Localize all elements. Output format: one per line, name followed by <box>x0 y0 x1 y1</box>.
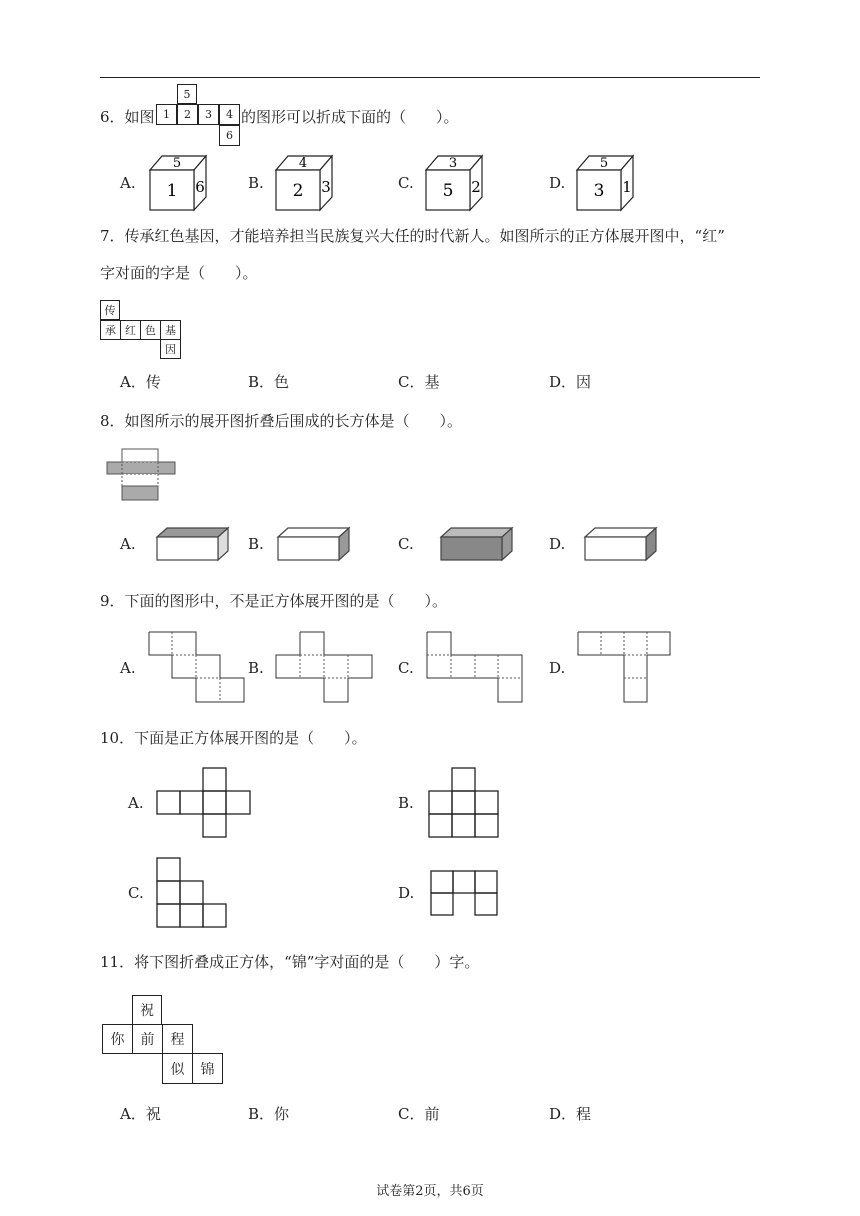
q6-prefix: 6．如图 <box>100 108 155 126</box>
q9-option-b-net <box>275 631 374 704</box>
q7-net-cell: 承 <box>100 320 121 340</box>
q7-line-2: 字对面的字是（ ）。 <box>100 264 258 282</box>
q10-option-d-label: D. <box>398 884 415 902</box>
q8-option-b-label: B. <box>248 535 264 553</box>
q7-net-cell: 色 <box>140 320 161 340</box>
q11-net-cell: 你 <box>102 1024 133 1054</box>
q10-option-d-net <box>430 870 500 918</box>
q11-net-cell: 前 <box>132 1024 163 1054</box>
cube-side-label: 6 <box>195 178 205 196</box>
q6-net-cell: 2 <box>177 104 198 125</box>
cube-top-label: 3 <box>448 156 458 171</box>
q6-option-b-cube <box>274 153 336 213</box>
q7-option-d: D．因 <box>549 373 592 391</box>
q11-option-c: C．前 <box>398 1105 440 1123</box>
q6-net-cell: 5 <box>177 84 197 104</box>
q8-option-a-box <box>155 525 231 563</box>
q7-line-1: 7．传承红色基因，才能培养担当民族复兴大任的时代新人。如图所示的正方体展开图中，“红” <box>100 227 725 245</box>
q6-option-a-label: A. <box>120 174 136 192</box>
q6-net-cell: 1 <box>156 104 177 125</box>
q7-net-cell: 因 <box>160 339 181 359</box>
q8-option-c-label: C. <box>398 535 414 553</box>
q11-text: 11．将下图折叠成正方体，“锦”字对面的是（ ）字。 <box>100 953 480 971</box>
q10-option-b-label: B. <box>398 794 414 812</box>
q6-option-b-label: B. <box>248 174 264 192</box>
q10-option-c-label: C. <box>128 884 144 902</box>
q6-suffix: 的图形可以折成下面的（ ）。 <box>241 108 459 126</box>
q6-net-cell: 3 <box>198 104 219 125</box>
q8-text: 8．如图所示的展开图折叠后围成的长方体是（ ）。 <box>100 412 463 430</box>
q9-option-c-net <box>426 631 524 704</box>
cube-front-label: 3 <box>593 181 605 201</box>
q6-net <box>156 84 240 146</box>
q11-net-cell: 似 <box>162 1053 193 1084</box>
q9-option-b-label: B. <box>248 659 264 677</box>
q7-net-cell: 传 <box>100 300 120 320</box>
page-footer: 试卷第2页，共6页 <box>376 1184 484 1199</box>
cube-top-label: 5 <box>172 156 182 171</box>
q10-text: 10．下面是正方体展开图的是（ ）。 <box>100 729 367 747</box>
q6-option-a-cube <box>148 153 210 213</box>
q11-net-cell: 锦 <box>192 1053 223 1084</box>
q11-option-d: D．程 <box>549 1105 592 1123</box>
q8-option-b-box <box>276 525 352 563</box>
cube-top-label: 4 <box>298 156 308 171</box>
q10-option-b-net <box>428 767 500 839</box>
q9-option-a-label: A. <box>120 659 136 677</box>
q6-net-cell: 6 <box>219 125 240 146</box>
q7-net <box>100 300 181 360</box>
q9-option-d-label: D. <box>549 659 566 677</box>
q11-option-a: A．祝 <box>120 1105 161 1123</box>
q8-option-a-label: A. <box>120 535 136 553</box>
q8-option-c-box <box>439 525 515 563</box>
q8-net-figure <box>106 448 178 504</box>
q6-option-c-cube <box>424 153 486 213</box>
q9-option-c-label: C. <box>398 659 414 677</box>
q7-net-cell: 基 <box>160 320 181 340</box>
cube-side-label: 2 <box>471 178 481 196</box>
q10-option-a-net <box>156 767 252 839</box>
q10-option-a-label: A. <box>128 794 144 812</box>
q6-option-d-label: D. <box>549 174 566 192</box>
q7-option-c: C．基 <box>398 373 440 391</box>
cube-front-label: 5 <box>442 181 454 201</box>
q9-text: 9．下面的图形中，不是正方体展开图的是（ ）。 <box>100 592 448 610</box>
q10-option-c-net <box>156 857 228 929</box>
q7-net-cell: 红 <box>120 320 141 340</box>
cube-front-label: 2 <box>292 181 304 201</box>
q8-option-d-label: D. <box>549 535 566 553</box>
q11-option-b: B．你 <box>248 1105 290 1123</box>
q11-net-cell: 程 <box>162 1024 193 1054</box>
q11-net-cell: 祝 <box>132 995 162 1025</box>
q9-option-a-net <box>148 631 246 704</box>
q11-net <box>102 995 223 1085</box>
cube-top-label: 5 <box>599 156 609 171</box>
q7-option-a: A．传 <box>120 373 161 391</box>
cube-side-label: 3 <box>321 178 331 196</box>
q6-option-c-label: C. <box>398 174 414 192</box>
q6-option-d-cube <box>575 153 637 213</box>
q8-option-d-box <box>583 525 659 563</box>
cube-side-label: 1 <box>622 178 632 196</box>
cube-front-label: 1 <box>166 181 178 201</box>
header-rule <box>100 77 760 78</box>
q9-option-d-net <box>577 631 672 704</box>
q6-net-cell: 4 <box>219 104 240 125</box>
q7-option-b: B．色 <box>248 373 290 391</box>
